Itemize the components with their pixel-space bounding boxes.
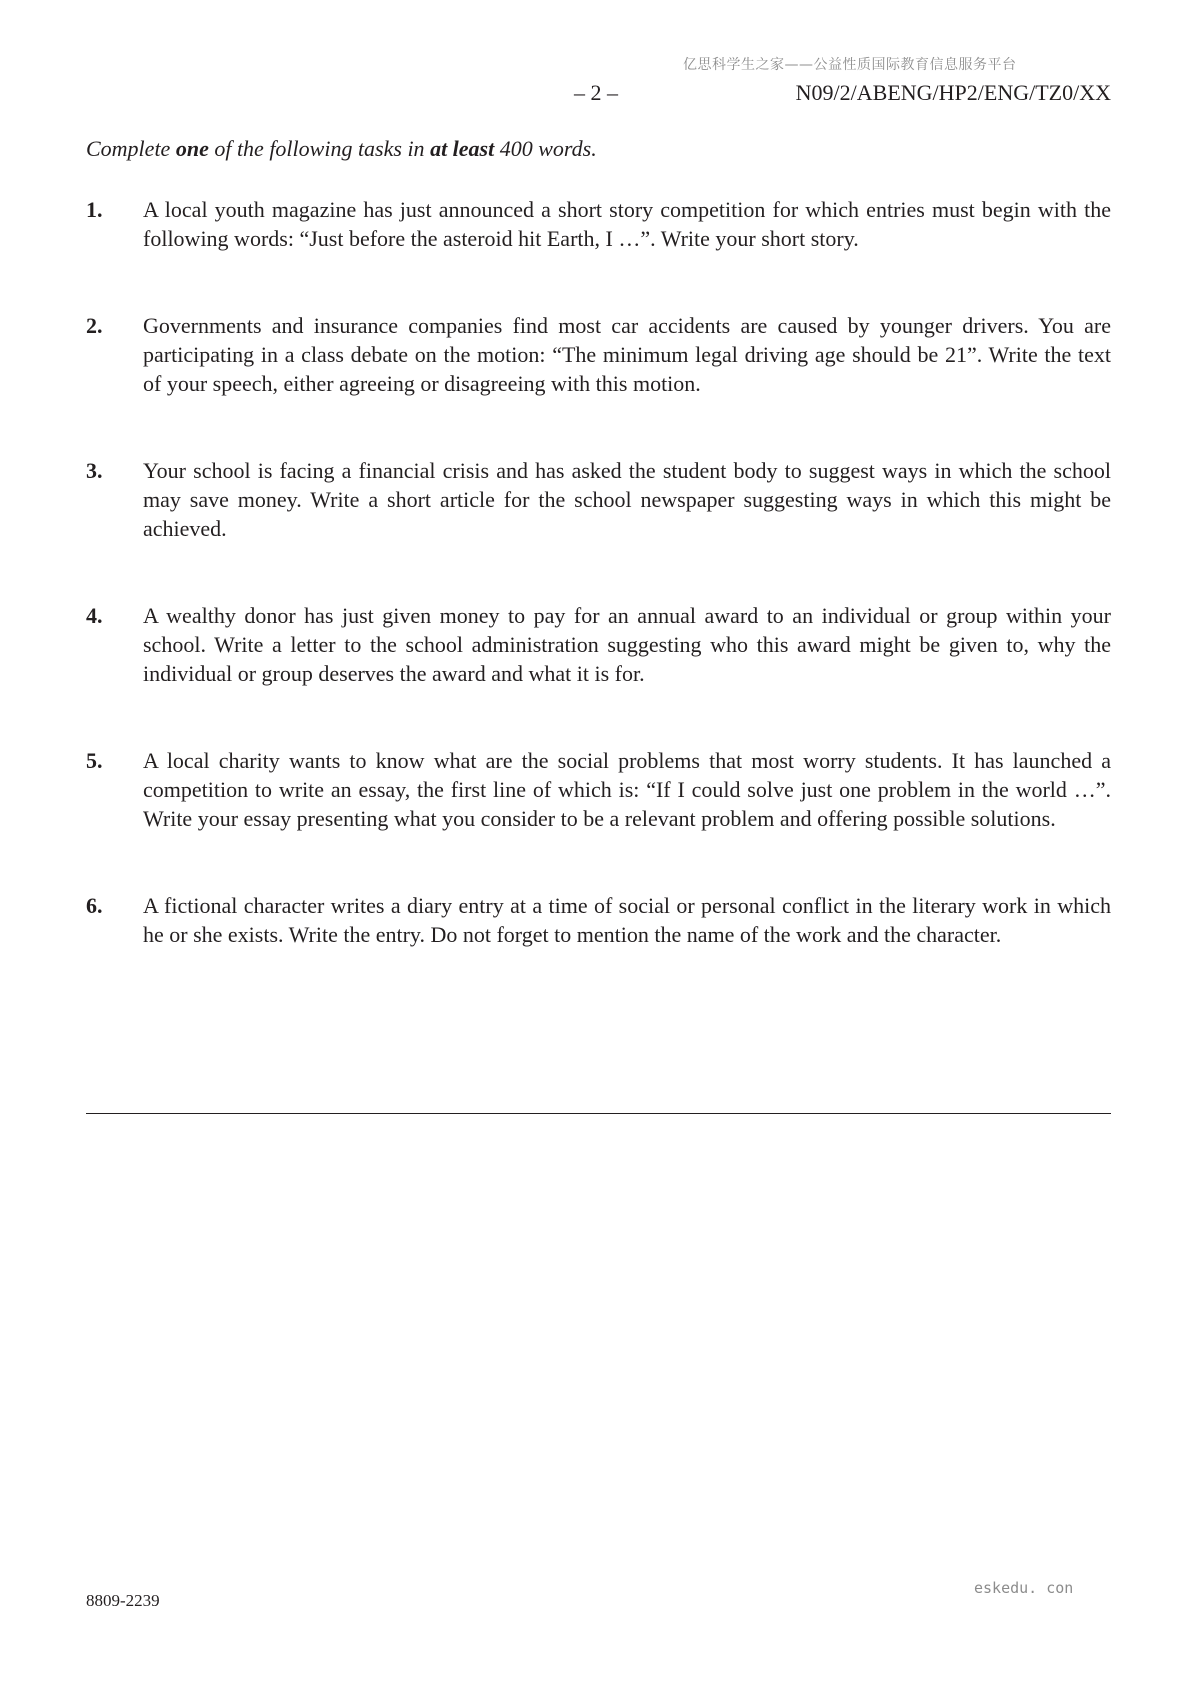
task-number: 2. — [86, 313, 103, 338]
task-text: A wealthy donor has just given money to pay for an annual award to an individual or group within your school. Write a letter to the school administration suggesting who this award might be given to, why the individual or group deserves the award and what it is for. — [143, 603, 1111, 686]
instruction-line — [86, 136, 597, 162]
task-number: 3. — [86, 458, 103, 483]
task-item-2 — [86, 311, 1111, 398]
task-list — [86, 195, 1111, 1007]
task-text: Governments and insurance companies find most car accidents are caused by younger drivers. You are participating in a class debate on the motion: “The minimum legal driving age should be 21”. Write the text of your speech, either agreeing or disagreeing with this motion. — [143, 313, 1111, 396]
task-text: A local charity wants to know what are the social problems that most worry students. It has launched a competition to write an essay, the first line of which is: “If I could solve just one problem in the world …”. Write your essay presenting what you consider to be a relevant problem and offering possible solutions. — [143, 748, 1111, 831]
task-number: 6. — [86, 893, 103, 918]
task-text: A fictional character writes a diary entry at a time of social or personal conflict in the literary work in which he or she exists. Write the entry. Do not forget to mention the name of the work and the character. — [143, 893, 1111, 947]
instruction-emphasis-at-least: at least — [430, 136, 495, 161]
task-item-4 — [86, 601, 1111, 688]
instruction-text-3: 400 words. — [494, 136, 597, 161]
instruction-text-2: of the following tasks in — [208, 136, 431, 161]
task-number: 5. — [86, 748, 103, 773]
task-item-3 — [86, 456, 1111, 543]
paper-code: N09/2/ABENG/HP2/ENG/TZ0/XX — [795, 80, 1111, 105]
task-item-6 — [86, 891, 1111, 949]
end-divider — [86, 1113, 1111, 1114]
task-text: A local youth magazine has just announced a short story competition for which entries must begin with the following words: “Just before the asteroid hit Earth, I …”. Write your short story. — [143, 197, 1111, 251]
instruction-emphasis-one: one — [175, 136, 209, 161]
task-number: 4. — [86, 603, 103, 628]
footer-watermark: eskedu. con — [974, 1579, 1074, 1597]
task-text: Your school is facing a financial crisis and has asked the student body to suggest ways in which the school may save money. Write a short article for the school newspaper suggesting ways in which this might be achieved. — [143, 458, 1111, 541]
task-number: 1. — [86, 197, 103, 222]
footer-code: 8809-2239 — [86, 1591, 160, 1610]
task-item-1 — [86, 195, 1111, 253]
page-number: – 2 – — [574, 80, 618, 105]
task-item-5 — [86, 746, 1111, 833]
header-watermark: 亿思科学生之家——公益性质国际教育信息服务平台 — [683, 57, 1017, 73]
instruction-text-1: Complete — [86, 136, 176, 161]
